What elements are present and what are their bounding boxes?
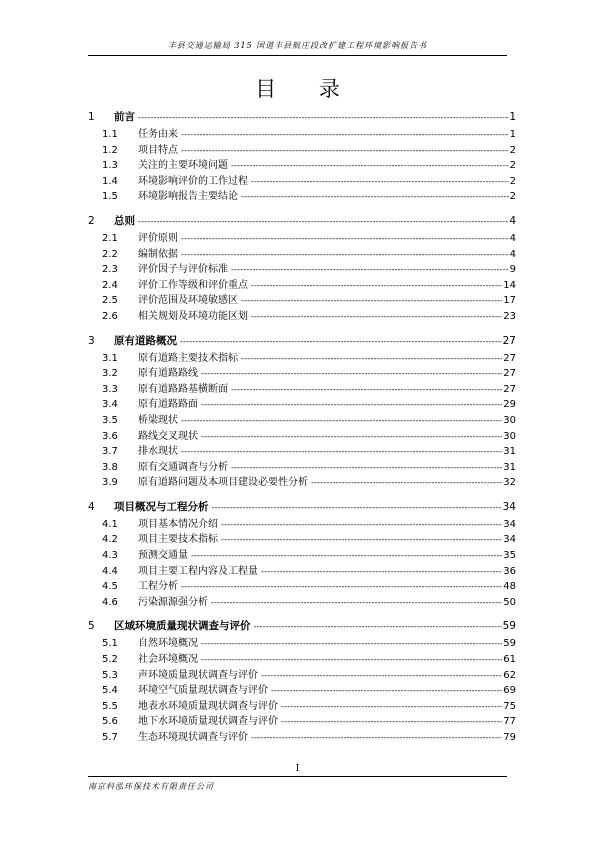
toc-title: 目 录	[255, 77, 358, 101]
toc-entry-page: 27	[503, 368, 516, 380]
toc-entry-label: 总则	[114, 214, 135, 227]
toc-leader-dashes	[251, 730, 502, 746]
toc-entry-number: 2.3	[102, 264, 118, 276]
toc-leader-dashes	[201, 636, 502, 652]
toc-leader-dashes	[241, 293, 502, 309]
toc-entry-label: 环境影响评价的工作过程	[138, 175, 248, 187]
toc-leader-dashes	[241, 351, 502, 367]
toc-section-entry[interactable]	[88, 579, 516, 595]
toc-leader-dashes	[281, 714, 502, 730]
toc-entry-page: 62	[503, 669, 516, 681]
toc-entry-number: 3.6	[102, 430, 118, 442]
toc-entry-page: 75	[503, 700, 516, 712]
toc-leader-dashes	[181, 127, 509, 143]
toc-entry-page: 2	[509, 191, 516, 203]
toc-leader-dashes	[231, 262, 509, 278]
toc-entry-number: 4.1	[102, 518, 118, 530]
toc-section-entry[interactable]	[88, 189, 516, 205]
toc-entry-page: 17	[503, 295, 516, 307]
toc-section-entry[interactable]	[88, 595, 516, 611]
toc-section-entry[interactable]	[88, 429, 516, 445]
toc-section-entry[interactable]	[88, 532, 516, 548]
toc-entry-page: 59	[503, 638, 516, 650]
toc-chapter-entry[interactable]	[88, 212, 516, 231]
toc-entry-label: 评价范围及环境敏感区	[138, 295, 238, 307]
table-of-contents	[88, 108, 516, 746]
toc-entry-page: 2	[509, 175, 516, 187]
toc-entry-number: 2.2	[102, 248, 118, 260]
toc-leader-dashes	[311, 475, 502, 491]
toc-entry-number: 2.1	[102, 232, 118, 244]
toc-entry-label: 原有道路概况	[114, 334, 177, 347]
toc-entry-number: 4.3	[102, 550, 118, 562]
toc-section-entry[interactable]	[88, 231, 516, 247]
toc-entry-page: 79	[503, 732, 516, 743]
toc-entry-page: 34	[502, 500, 516, 513]
toc-entry-page: 59	[502, 620, 516, 633]
toc-entry-label: 地下水环境质量现状调查与评价	[138, 716, 278, 728]
toc-section-entry[interactable]	[88, 293, 516, 309]
toc-entry-number: 1	[88, 111, 95, 123]
toc-entry-label: 路线交叉现状	[138, 430, 198, 442]
toc-chapter-entry[interactable]	[88, 617, 516, 636]
toc-chapter-entry[interactable]	[88, 108, 516, 127]
toc-entry-label: 评价原则	[138, 232, 178, 244]
toc-entry-number: 2.4	[102, 279, 118, 291]
toc-entry-number: 3.3	[102, 383, 118, 395]
toc-entry-number: 4.5	[102, 581, 118, 593]
toc-entry-page: 30	[503, 414, 516, 426]
toc-leader-dashes	[201, 429, 502, 445]
toc-section-entry[interactable]	[88, 730, 516, 746]
toc-leader-dashes	[180, 332, 502, 351]
toc-entry-page: 27	[502, 334, 516, 347]
toc-entry-page: 30	[503, 430, 516, 442]
toc-entry-number: 1.3	[102, 160, 118, 172]
toc-entry-page: 14	[503, 279, 516, 291]
toc-entry-number: 3	[88, 334, 95, 347]
toc-entry-page: 9	[509, 264, 516, 276]
toc-leader-dashes	[181, 143, 509, 159]
toc-leader-dashes	[251, 174, 509, 190]
toc-leader-dashes	[211, 595, 502, 611]
header-rule	[88, 55, 507, 56]
toc-entry-number: 3.9	[102, 477, 118, 489]
toc-entry-label: 排水现状	[138, 446, 178, 458]
toc-section-entry[interactable]	[88, 382, 516, 398]
toc-section-entry[interactable]	[88, 460, 516, 476]
toc-chapter-entry[interactable]	[88, 332, 516, 351]
toc-section-entry[interactable]	[88, 143, 516, 159]
toc-leader-dashes	[254, 617, 502, 636]
toc-entry-page: 1	[509, 129, 516, 140]
toc-entry-page: 69	[503, 685, 516, 697]
toc-leader-dashes	[181, 231, 509, 247]
toc-entry-number: 2	[88, 214, 95, 227]
toc-entry-number: 5.1	[102, 638, 118, 650]
toc-entry-label: 环境空气质量现状调查与评价	[138, 685, 268, 697]
toc-section-entry[interactable]	[88, 683, 516, 699]
toc-entry-page: 31	[503, 461, 516, 473]
toc-entry-label: 项目主要工程内容及工程量	[138, 565, 258, 577]
toc-entry-page: 27	[503, 352, 516, 364]
toc-entry-label: 原有交通调查与分析	[138, 461, 228, 473]
toc-entry-number: 2.6	[102, 310, 118, 322]
toc-section-entry[interactable]	[88, 262, 516, 278]
toc-leader-dashes	[181, 413, 502, 429]
toc-entry-number: 3.8	[102, 461, 118, 473]
toc-entry-number: 2.5	[102, 295, 118, 307]
toc-entry-label: 自然环境概况	[138, 638, 198, 650]
toc-entry-page: 35	[503, 550, 516, 562]
toc-entry-number: 4.6	[102, 596, 118, 608]
toc-entry-label: 项目概况与工程分析	[114, 500, 209, 513]
toc-entry-page: 48	[503, 581, 516, 593]
toc-chapter-entry[interactable]	[88, 498, 516, 517]
toc-entry-page: 4	[509, 248, 516, 260]
toc-section-entry[interactable]	[88, 174, 516, 190]
toc-entry-number: 5.2	[102, 654, 118, 666]
toc-section-entry[interactable]	[88, 247, 516, 263]
toc-section-entry[interactable]	[88, 351, 516, 367]
toc-leader-dashes	[201, 366, 502, 382]
toc-leader-dashes	[251, 278, 502, 294]
page-number: I	[295, 764, 300, 774]
toc-section-entry[interactable]	[88, 517, 516, 533]
toc-leader-dashes	[138, 212, 508, 231]
toc-entry-page: 1	[509, 111, 516, 123]
toc-leader-dashes	[221, 532, 502, 548]
toc-entry-number: 3.4	[102, 399, 118, 411]
toc-entry-label: 污染源源强分析	[138, 596, 208, 608]
toc-entry-page: 34	[503, 518, 516, 530]
toc-entry-label: 原有道路路线	[138, 368, 198, 380]
toc-entry-number: 3.7	[102, 446, 118, 458]
toc-leader-dashes	[231, 460, 502, 476]
toc-entry-page: 27	[503, 383, 516, 395]
toc-entry-number: 1.2	[102, 144, 118, 156]
toc-entry-page: 29	[503, 399, 516, 411]
toc-leader-dashes	[181, 579, 502, 595]
toc-section-entry[interactable]	[88, 652, 516, 668]
toc-entry-page: 34	[503, 534, 516, 546]
toc-leader-dashes	[138, 108, 508, 127]
toc-entry-label: 地表水环境质量现状调查与评价	[138, 700, 278, 712]
page-footer: 南京科泓环保技术有限责任公司	[88, 782, 214, 791]
toc-section-entry[interactable]	[88, 714, 516, 730]
toc-entry-number: 1.4	[102, 175, 118, 187]
toc-entry-number: 4.4	[102, 565, 118, 577]
toc-entry-number: 1.5	[102, 191, 118, 203]
toc-entry-page: 61	[503, 654, 516, 666]
toc-entry-label: 环境影响报告主要结论	[138, 191, 238, 203]
toc-entry-label: 前言	[114, 111, 135, 123]
toc-entry-label: 相关规划及环境功能区划	[138, 310, 248, 322]
toc-entry-label: 预测交通量	[138, 550, 188, 562]
toc-leader-dashes	[251, 309, 502, 325]
toc-entry-label: 原有道路问题及本项目建设必要性分析	[138, 477, 308, 489]
toc-entry-page: 4	[509, 214, 516, 227]
toc-entry-number: 1.1	[102, 129, 118, 140]
toc-entry-page: 32	[503, 477, 516, 489]
toc-section-entry[interactable]	[88, 444, 516, 460]
toc-leader-dashes	[181, 247, 509, 263]
toc-leader-dashes	[281, 699, 502, 715]
toc-entry-page: 50	[503, 596, 516, 608]
toc-leader-dashes	[271, 683, 502, 699]
toc-section-entry[interactable]	[88, 668, 516, 684]
toc-entry-page: 77	[503, 716, 516, 728]
toc-entry-number: 5	[88, 620, 95, 633]
toc-section-entry[interactable]	[88, 309, 516, 325]
toc-leader-dashes	[221, 517, 502, 533]
toc-leader-dashes	[261, 564, 502, 580]
toc-leader-dashes	[241, 189, 509, 205]
toc-entry-label: 社会环境概况	[138, 654, 198, 666]
toc-entry-page: 23	[503, 310, 516, 322]
toc-section-entry[interactable]	[88, 366, 516, 382]
toc-entry-label: 原有道路路面	[138, 399, 198, 411]
toc-entry-page: 36	[503, 565, 516, 577]
toc-section-entry[interactable]	[88, 564, 516, 580]
toc-entry-number: 5.6	[102, 716, 118, 728]
toc-entry-number: 3.2	[102, 368, 118, 380]
toc-entry-label: 评价因子与评价标准	[138, 264, 228, 276]
footer-rule	[88, 776, 507, 777]
toc-section-entry[interactable]	[88, 699, 516, 715]
toc-leader-dashes	[261, 668, 502, 684]
toc-entry-number: 5.7	[102, 732, 118, 743]
toc-entry-page: 31	[503, 446, 516, 458]
toc-entry-label: 评价工作等级和评价重点	[138, 279, 248, 291]
toc-entry-label: 项目基本情况介绍	[138, 518, 218, 530]
toc-leader-dashes	[201, 652, 502, 668]
toc-entry-label: 原有道路路基横断面	[138, 383, 228, 395]
toc-entry-number: 4	[88, 500, 95, 513]
toc-entry-label: 声环境质量现状调查与评价	[138, 669, 258, 681]
toc-entry-number: 5.5	[102, 700, 118, 712]
toc-entry-label: 区域环境质量现状调查与评价	[114, 620, 251, 633]
toc-section-entry[interactable]	[88, 127, 516, 143]
toc-section-entry[interactable]	[88, 636, 516, 652]
toc-leader-dashes	[231, 382, 502, 398]
toc-entry-label: 项目主要技术指标	[138, 534, 218, 546]
toc-section-entry[interactable]	[88, 158, 516, 174]
toc-entry-number: 3.5	[102, 414, 118, 426]
page-header: 丰县交通运输局 315 国道丰县航庄段改扩建工程环境影响报告书	[167, 41, 428, 50]
toc-leader-dashes	[201, 397, 502, 413]
toc-section-entry[interactable]	[88, 475, 516, 491]
toc-entry-number: 3.1	[102, 352, 118, 364]
toc-entry-label: 生态环境现状调查与评价	[138, 732, 248, 743]
toc-leader-dashes	[181, 444, 502, 460]
toc-entry-page: 4	[509, 232, 516, 244]
toc-leader-dashes	[231, 158, 509, 174]
toc-leader-dashes	[212, 498, 502, 517]
toc-entry-label: 原有道路主要技术指标	[138, 352, 238, 364]
toc-entry-label: 项目特点	[138, 144, 178, 156]
toc-section-entry[interactable]	[88, 548, 516, 564]
toc-entry-page: 2	[509, 144, 516, 156]
toc-entry-label: 桥梁现状	[138, 414, 178, 426]
toc-entry-label: 编制依据	[138, 248, 178, 260]
toc-entry-page: 2	[509, 160, 516, 172]
toc-section-entry[interactable]	[88, 278, 516, 294]
toc-section-entry[interactable]	[88, 397, 516, 413]
toc-entry-number: 5.3	[102, 669, 118, 681]
toc-entry-number: 5.4	[102, 685, 118, 697]
toc-entry-number: 4.2	[102, 534, 118, 546]
toc-entry-label: 工程分析	[138, 581, 178, 593]
toc-entry-label: 关注的主要环境问题	[138, 160, 228, 172]
toc-entry-label: 任务由来	[138, 129, 178, 140]
toc-section-entry[interactable]	[88, 413, 516, 429]
toc-leader-dashes	[191, 548, 502, 564]
